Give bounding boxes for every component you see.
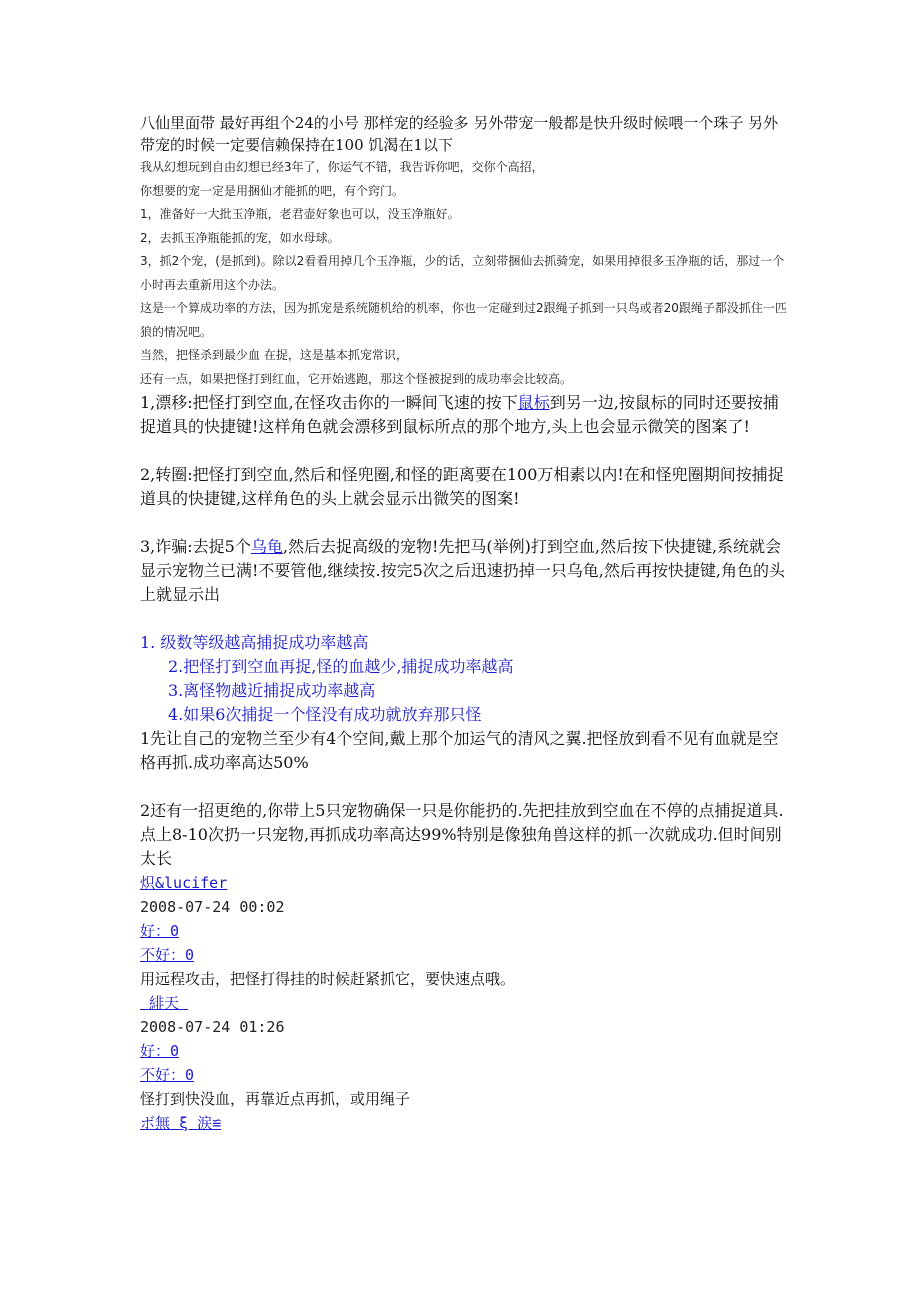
tip-line: 你想要的宠一定是用捆仙才能抓的吧，有个窍门。 bbox=[140, 183, 405, 198]
reply-time: 2008-07-24 00:02 bbox=[140, 898, 285, 916]
method-trick-text-b: ,然后去捉高级的宠物!先把马(举例)打到空血,然后按下快捷键,系统就会显示宠物兰已满!不要管他,继续按.按完5次之后迅速扔掉一只乌龟,然后再按快捷键,角色的头上就显示出 bbox=[140, 537, 785, 604]
reply-user-link[interactable]: 緋天 bbox=[140, 994, 189, 1012]
reply-content: 怪打到快没血，再靠近点再抓，或用绳子 bbox=[140, 1090, 411, 1108]
document-body bbox=[140, 112, 790, 1135]
tip-line: 2，去抓玉净瓶能抓的宠，如水母球。 bbox=[140, 230, 340, 245]
method-trick bbox=[140, 535, 790, 607]
turtle-link[interactable]: 乌龟 bbox=[250, 537, 283, 556]
vote-bad-link[interactable]: 不好：0 bbox=[140, 1066, 195, 1084]
last-reply-user-link[interactable]: ボ無 ξ 涙≌ bbox=[140, 1114, 222, 1132]
strategy-paragraph-2: 2还有一招更绝的,你带上5只宠物确保一只是你能扔的.先把挂放到空血在不停的点捕捉道具.点上8-10次扔一只宠物,再抓成功率高达99%特别是像独角兽这样的抓一次就成功.但时间别太长 bbox=[140, 801, 784, 868]
method-trick-text-a: 3,诈骗:去捉5个 bbox=[140, 537, 251, 556]
reply-block bbox=[140, 871, 790, 991]
method-circle: 2,转圈:把怪打到空血,然后和怪兜圈,和怪的距离要在100万相素以内!在和怪兜圈期间按捕捉道具的快捷键,这样角色的头上就会显示出微笑的图案! bbox=[140, 465, 784, 508]
list-item: 4.如果6次捕捉一个怪没有成功就放弃那只怪 bbox=[168, 705, 482, 724]
vote-good bbox=[140, 919, 790, 943]
vote-bad bbox=[140, 1063, 790, 1087]
vote-good-link[interactable]: 好：0 bbox=[140, 1042, 180, 1060]
vote-good-link[interactable]: 好：0 bbox=[140, 922, 180, 940]
method-drift-text-a: 1,漂移:把怪打到空血,在怪攻击你的一瞬间飞速的按下 bbox=[140, 393, 518, 412]
reply-content: 用远程攻击，把怪打得挂的时候赶紧抓它，要快速点哦。 bbox=[140, 970, 516, 988]
vote-bad-link[interactable]: 不好：0 bbox=[140, 946, 195, 964]
list-item: 1. 级数等级越高捕捉成功率越高 bbox=[140, 633, 369, 652]
method-drift-text-b: 到另一边,按鼠标的同时还要按捕捉道具的快捷键!这样角色就会漂移到鼠标所点的那个地方,头上也会显示微笑的图案了! bbox=[140, 393, 779, 436]
last-reply-user bbox=[140, 1111, 790, 1135]
tips-list bbox=[140, 631, 790, 727]
method-drift bbox=[140, 391, 790, 439]
mouse-link[interactable]: 鼠标 bbox=[517, 393, 550, 412]
reply-user-link[interactable]: 炽&lucifer bbox=[140, 874, 228, 892]
reply-user bbox=[140, 991, 790, 1015]
strategy-paragraph-1: 1先让自己的宠物兰至少有4个空间,戴上那个加运气的清风之翼.把怪放到看不见有血就是空格再抓.成功率高达50% bbox=[140, 729, 779, 772]
reply-block bbox=[140, 991, 790, 1111]
list-item: 2.把怪打到空血再捉,怪的血越少,捕捉成功率越高 bbox=[168, 657, 514, 676]
reply-time: 2008-07-24 01:26 bbox=[140, 1018, 285, 1036]
vote-bad bbox=[140, 943, 790, 967]
tip-line: 1，准备好一大批玉净瓶，老君壶好象也可以，没玉净瓶好。 bbox=[140, 207, 460, 221]
tip-line: 这是一个算成功率的方法，因为抓宠是系统随机给的机率，你也一定碰到过2跟绳子抓到一只鸟或者20跟绳子都没抓住一匹狼的情况吧。 bbox=[140, 301, 787, 339]
tip-line: 3，抓2个宠，(是抓到)。除以2看看用掉几个玉净瓶，少的话，立刻带捆仙去抓骑宠，如果用掉很多玉净瓶的话，那过一个小时再去重新用这个办法。 bbox=[140, 254, 785, 292]
tips-section bbox=[140, 156, 790, 391]
reply-user bbox=[140, 871, 790, 895]
tip-line: 当然，把怪杀到最少血 在捉，这是基本抓宠常识， bbox=[140, 348, 408, 362]
tip-line: 我从幻想玩到自由幻想已经3年了，你运气不错，我告诉你吧，交你个高招， bbox=[140, 160, 544, 174]
vote-good bbox=[140, 1039, 790, 1063]
tip-line: 还有一点，如果把怪打到红血，它开始逃跑，那这个怪被捉到的成功率会比较高。 bbox=[140, 371, 573, 386]
list-item: 3.离怪物越近捕捉成功率越高 bbox=[168, 681, 376, 700]
intro-paragraph: 八仙里面带 最好再组个24的小号 那样宠的经验多 另外带宠一般都是快升级时候喂一个珠子 另外带宠的时候一定要信赖保持在100 饥渴在1以下 bbox=[140, 114, 779, 154]
